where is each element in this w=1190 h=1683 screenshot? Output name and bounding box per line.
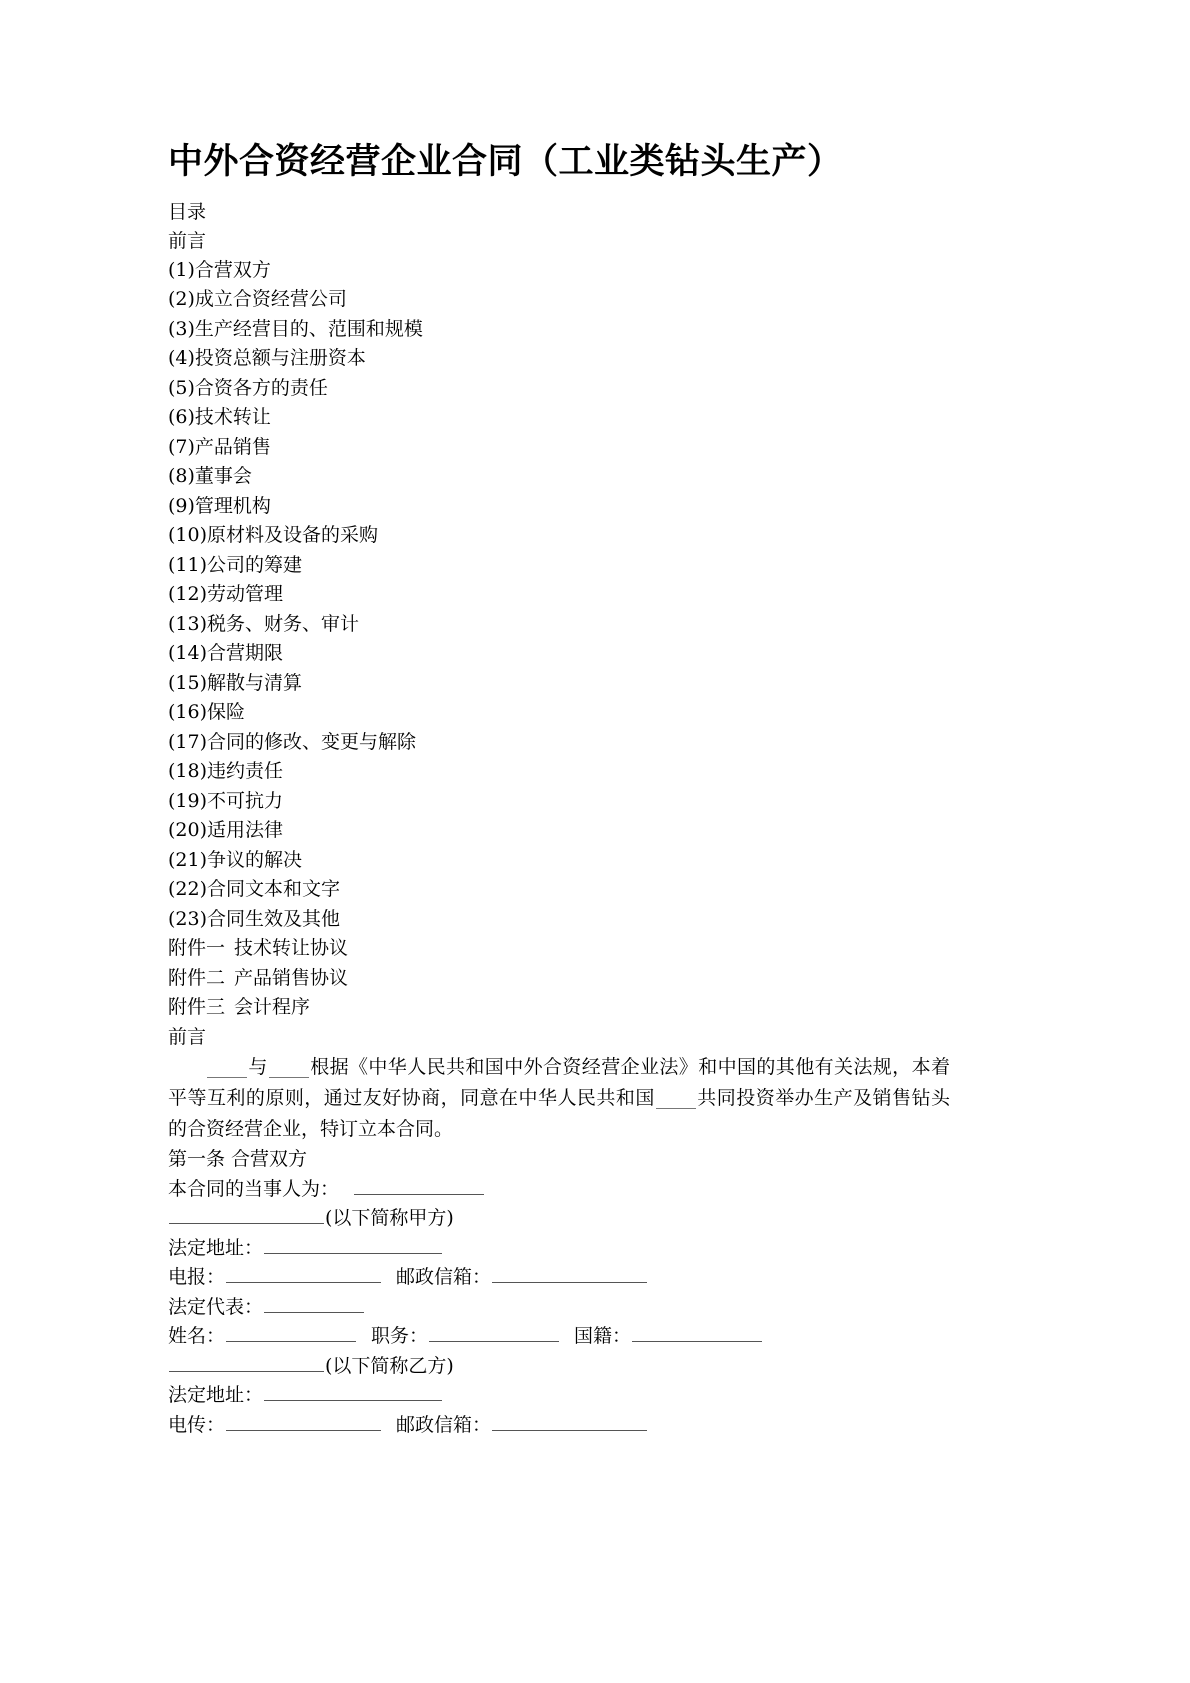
toc-item-label: 原材料及设备的采购 bbox=[207, 524, 379, 547]
party-a-legal-rep-line bbox=[168, 1293, 968, 1323]
toc-item-label: 适用法律 bbox=[207, 819, 284, 842]
page-title: 中外合资经营企业合同（工业类钻头生产） bbox=[168, 141, 843, 182]
toc-item-label: 劳动管理 bbox=[207, 583, 284, 606]
toc-item-label: 不可抗力 bbox=[207, 789, 284, 812]
toc-item-label: 合营双方 bbox=[194, 258, 271, 281]
toc-item-label: 保险 bbox=[207, 701, 246, 724]
list-item[interactable] bbox=[168, 521, 968, 551]
toc-item-number: (13) bbox=[168, 612, 208, 635]
blank-field-post-box-b[interactable] bbox=[492, 1412, 647, 1431]
blank-field-location[interactable] bbox=[656, 1091, 696, 1109]
party-a-person-line bbox=[168, 1322, 968, 1352]
list-item[interactable] bbox=[168, 934, 968, 964]
toc-item-number: (14) bbox=[168, 642, 208, 665]
party-a-line bbox=[168, 1204, 968, 1234]
list-item[interactable] bbox=[168, 816, 968, 846]
toc-item-label: 争议的解决 bbox=[207, 848, 303, 871]
blank-field-name[interactable] bbox=[226, 1323, 356, 1342]
list-item[interactable] bbox=[168, 875, 968, 905]
blank-field-telex[interactable] bbox=[226, 1412, 381, 1431]
blank-field-legal-representative[interactable] bbox=[264, 1294, 364, 1313]
party-b-legal-address-line bbox=[168, 1381, 968, 1411]
preface-heading: 前言 bbox=[168, 1025, 207, 1048]
list-item[interactable] bbox=[168, 993, 968, 1023]
blank-field-party-b[interactable] bbox=[269, 1060, 309, 1078]
toc-item-label: 解散与清算 bbox=[207, 671, 303, 694]
preface-seg3: 共同投资举办生产及销售钻头的合资经营企业，特订立本合同。 bbox=[168, 1087, 950, 1141]
party-b-suffix: (以下简称乙方) bbox=[325, 1354, 454, 1377]
toc-item-number: (19) bbox=[168, 789, 208, 812]
party-a-telegram-line bbox=[168, 1263, 968, 1293]
toc-item-label: 董事会 bbox=[194, 465, 252, 488]
appendix-list bbox=[168, 934, 968, 1023]
list-item[interactable] bbox=[168, 551, 968, 581]
post-box-label: 邮政信箱： bbox=[396, 1266, 492, 1289]
preface-seg1: 与 bbox=[248, 1056, 268, 1079]
toc-item-number: (21) bbox=[168, 848, 208, 871]
appendix-label: 产品销售协议 bbox=[234, 966, 349, 989]
toc-item-label: 技术转让 bbox=[194, 406, 271, 429]
list-item[interactable] bbox=[168, 905, 968, 935]
toc-preface-entry: 前言 bbox=[168, 229, 207, 252]
blank-field-party-a-name[interactable] bbox=[169, 1205, 324, 1224]
toc-item-number: (1) bbox=[168, 258, 195, 281]
toc-item-label: 成立合资经营公司 bbox=[194, 288, 347, 311]
toc-item-number: (22) bbox=[168, 878, 208, 901]
blank-field-parties[interactable] bbox=[354, 1176, 484, 1195]
party-a-legal-address-line bbox=[168, 1234, 968, 1264]
nationality-label: 国籍： bbox=[574, 1325, 632, 1348]
list-item[interactable] bbox=[168, 698, 968, 728]
toc-item-number: (11) bbox=[168, 553, 208, 576]
toc-item-number: (5) bbox=[168, 376, 195, 399]
toc-item-label: 合营期限 bbox=[207, 642, 284, 665]
list-item[interactable] bbox=[168, 285, 968, 315]
party-b-telex-line bbox=[168, 1411, 968, 1441]
appendix-label: 技术转让协议 bbox=[234, 937, 349, 960]
toc-item-number: (17) bbox=[168, 730, 208, 753]
toc-item-label: 公司的筹建 bbox=[207, 553, 303, 576]
telegram-label: 电报： bbox=[168, 1266, 226, 1289]
appendix-number: 附件一 bbox=[168, 937, 226, 960]
preface-paragraph bbox=[168, 1052, 950, 1145]
toc-item-number: (23) bbox=[168, 907, 208, 930]
blank-field-legal-address[interactable] bbox=[264, 1235, 442, 1254]
legal-address-label: 法定地址： bbox=[168, 1384, 264, 1407]
document-content bbox=[168, 140, 968, 1440]
article-one-heading: 第一条 合营双方 bbox=[168, 1148, 308, 1171]
toc-item-label: 生产经营目的、范围和规模 bbox=[194, 317, 423, 340]
list-item[interactable] bbox=[168, 433, 968, 463]
list-item[interactable] bbox=[168, 374, 968, 404]
parties-line bbox=[168, 1175, 968, 1205]
blank-field-post-box[interactable] bbox=[492, 1264, 647, 1283]
name-label: 姓名： bbox=[168, 1325, 226, 1348]
list-item[interactable] bbox=[168, 580, 968, 610]
toc-item-label: 合同的修改、变更与解除 bbox=[207, 730, 417, 753]
telex-label: 电传： bbox=[168, 1413, 226, 1436]
table-of-contents bbox=[168, 256, 968, 935]
list-item[interactable] bbox=[168, 964, 968, 994]
toc-item-number: (12) bbox=[168, 583, 208, 606]
toc-item-number: (16) bbox=[168, 701, 208, 724]
toc-item-label: 投资总额与注册资本 bbox=[194, 347, 366, 370]
blank-field-legal-address-b[interactable] bbox=[264, 1382, 442, 1401]
toc-item-number: (9) bbox=[168, 494, 195, 517]
position-label: 职务： bbox=[371, 1325, 429, 1348]
list-item[interactable] bbox=[168, 846, 968, 876]
toc-item-number: (10) bbox=[168, 524, 208, 547]
list-item[interactable] bbox=[168, 757, 968, 787]
toc-label: 目录 bbox=[168, 200, 207, 223]
party-b-line bbox=[168, 1352, 968, 1382]
toc-item-label: 税务、财务、审计 bbox=[207, 612, 360, 635]
blank-field-party-a[interactable] bbox=[207, 1060, 247, 1078]
toc-item-number: (15) bbox=[168, 671, 208, 694]
toc-item-label: 管理机构 bbox=[194, 494, 271, 517]
appendix-number: 附件三 bbox=[168, 996, 226, 1019]
toc-item-number: (7) bbox=[168, 435, 195, 458]
legal-representative-label: 法定代表： bbox=[168, 1295, 264, 1318]
list-item[interactable] bbox=[168, 787, 968, 817]
toc-item-number: (2) bbox=[168, 288, 195, 311]
list-item[interactable] bbox=[168, 256, 968, 286]
toc-item-number: (8) bbox=[168, 465, 195, 488]
list-item[interactable] bbox=[168, 315, 968, 345]
appendix-number: 附件二 bbox=[168, 966, 226, 989]
preface-seg2: 根据《中华人民共和国中外合资经营企业法》和中国的其他有关法规，本着平等互利的原则，通过友好协商，同意在中华人民共和国 bbox=[168, 1056, 950, 1110]
list-item[interactable] bbox=[168, 344, 968, 374]
toc-item-label: 合资各方的责任 bbox=[194, 376, 328, 399]
list-item[interactable] bbox=[168, 728, 968, 758]
list-item[interactable] bbox=[168, 492, 968, 522]
list-item[interactable] bbox=[168, 610, 968, 640]
blank-field-nationality[interactable] bbox=[632, 1323, 762, 1342]
list-item[interactable] bbox=[168, 462, 968, 492]
party-a-suffix: (以下简称甲方) bbox=[325, 1207, 454, 1230]
blank-field-party-b-name[interactable] bbox=[169, 1353, 324, 1372]
toc-item-label: 违约责任 bbox=[207, 760, 284, 783]
parties-label: 本合同的当事人为： bbox=[168, 1177, 340, 1200]
toc-item-number: (3) bbox=[168, 317, 195, 340]
toc-item-label: 产品销售 bbox=[194, 435, 271, 458]
toc-item-number: (4) bbox=[168, 347, 195, 370]
post-box-label: 邮政信箱： bbox=[396, 1413, 492, 1436]
blank-field-telegram[interactable] bbox=[226, 1264, 381, 1283]
toc-item-number: (20) bbox=[168, 819, 208, 842]
toc-item-number: (6) bbox=[168, 406, 195, 429]
toc-item-number: (18) bbox=[168, 760, 208, 783]
appendix-label: 会计程序 bbox=[234, 996, 311, 1019]
list-item[interactable] bbox=[168, 639, 968, 669]
blank-field-position[interactable] bbox=[429, 1323, 559, 1342]
list-item[interactable] bbox=[168, 403, 968, 433]
legal-address-label: 法定地址： bbox=[168, 1236, 264, 1259]
toc-item-label: 合同生效及其他 bbox=[207, 907, 341, 930]
toc-item-label: 合同文本和文字 bbox=[207, 878, 341, 901]
list-item[interactable] bbox=[168, 669, 968, 699]
